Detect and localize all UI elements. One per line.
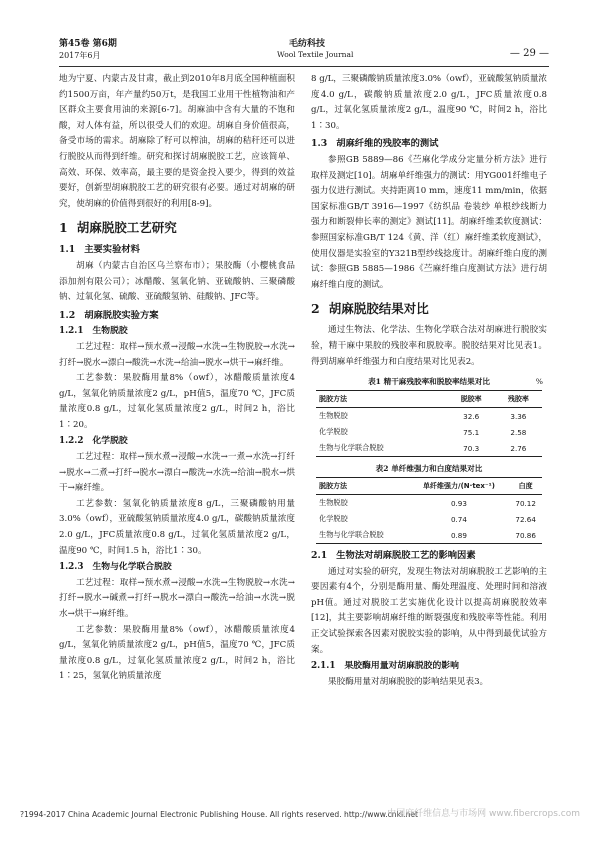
table-cell: 0.74 bbox=[450, 514, 467, 524]
section-1-heading: 1 胡麻脱胶工艺研究 bbox=[59, 220, 177, 236]
section-2-1-heading: 2.1 生物法对胡麻脱胶工艺的影响因素 bbox=[311, 550, 476, 562]
table-header-cell: 脱胶率 bbox=[460, 395, 482, 404]
journal-name-cn: 毛纺科技 bbox=[289, 39, 326, 49]
table-cell: 化学脱胶 bbox=[319, 427, 348, 437]
table-cell: 生物脱胶 bbox=[319, 498, 348, 508]
header-rule bbox=[59, 66, 549, 67]
table-row bbox=[316, 424, 542, 440]
table-header-cell: 脱胶方法 bbox=[319, 482, 347, 491]
combined-params-continued: 8 g/L，三聚磷酸钠质量浓度3.0%（owf），亚硫酸氢钠质量浓度4.0 g/L，碳酸钠质量浓度2.0 g/L，JFC质量浓度0.8 g/L，过氧化氢质量浓度2 g/L，温度90 ℃，时间2 h，浴比1∶30。 bbox=[311, 74, 547, 131]
table-1 bbox=[316, 390, 542, 457]
table-cell: 32.6 bbox=[463, 411, 480, 421]
chem-process-paragraph: 工艺过程：取样→预水煮→浸酸→水洗→一煮→水洗→打纤→脱水→二煮→打纤→脱水→漂白→酸洗→水洗→给油→脱水→烘干→麻纤维。 bbox=[59, 452, 295, 494]
table-header-row bbox=[316, 391, 542, 408]
bio-process-paragraph: 工艺过程：取样→预水煮→浸酸→水洗→生物脱胶→水洗→打纤→脱水→漂白→酸洗→水洗→给油→脱水→烘干→麻纤维。 bbox=[59, 341, 295, 368]
table-header-cell: 脱胶方法 bbox=[319, 395, 347, 404]
table-header-cell: 残胶率 bbox=[507, 395, 529, 404]
materials-paragraph: 胡麻（内蒙古自治区乌兰察布市）；果胶酶（小樱桃食品添加剂有限公司）；冰醋酸、氢氧化钠、亚硫酸钠、三聚磷酸钠、过氧化氢、硫酸、亚硫酸氢钠、硅酸钠、JFC等。 bbox=[59, 260, 295, 303]
combined-params-paragraph: 工艺参数：果胶酶用量8%（owf），冰醋酸质量浓度4 g/L，氢氧化钠质量浓度2 g/L，pH值5，温度70 ℃，JFC质量浓度0.8 g/L，过氧化氢质量浓度2 g/L，时间2 h，浴比1∶25，氢氧化钠质量浓度 bbox=[59, 624, 295, 682]
enzyme-dosage-paragraph: 果胶酶用量对胡麻脱胶的影响结果见表3。 bbox=[328, 676, 489, 687]
page-header bbox=[59, 36, 549, 66]
table-row bbox=[316, 511, 542, 527]
table-header-row bbox=[316, 478, 542, 495]
table-cell: 生物脱胶 bbox=[319, 411, 348, 421]
table-cell: 70.86 bbox=[515, 530, 536, 540]
section-2-1-1-heading: 2.1.1 果胶酶用量对胡麻脱胶的影响 bbox=[311, 661, 459, 672]
table-header-cell: 白度 bbox=[518, 482, 533, 491]
issue-date: 2017年6月 bbox=[59, 51, 101, 60]
section-1-2-2-heading: 1.2.2 化学脱胶 bbox=[59, 436, 128, 447]
table-cell: 生物与化学联合脱胶 bbox=[319, 530, 384, 540]
table-row bbox=[316, 495, 542, 512]
table-cell: 2.76 bbox=[510, 443, 527, 453]
table-cell: 化学脱胶 bbox=[319, 514, 348, 524]
volume-issue: 第45卷 第6期 bbox=[59, 39, 117, 49]
section-1-2-3-heading: 1.2.3 生物与化学联合脱胶 bbox=[59, 562, 172, 573]
right-column bbox=[311, 72, 547, 782]
table-2-caption: 表2 单纤维强力和白度结果对比 bbox=[375, 464, 483, 474]
results-paragraph: 通过生物法、化学法、生物化学联合法对胡麻进行脱胶实验，精干麻中果胶的残胶率和脱胶率。脱胶结果对比见表1。得到胡麻单纤维强力和白度结果对比见表2。 bbox=[311, 325, 547, 367]
table-cell: 0.89 bbox=[450, 530, 467, 540]
table-cell: 3.36 bbox=[510, 411, 527, 421]
table-cell: 0.93 bbox=[450, 498, 467, 508]
section-2-heading: 2 胡麻脱胶结果对比 bbox=[311, 301, 429, 317]
table-1-unit: % bbox=[535, 377, 543, 387]
page-footer bbox=[20, 810, 580, 819]
chem-params-paragraph: 工艺参数：氢氧化钠质量浓度8 g/L，三聚磷酸钠用量3.0%（owf），亚硫酸氢钠质量浓度4.0 g/L，碳酸钠质量浓度2.0 g/L，JFC质量浓度0.8 g/L，过氧化氢质量浓度2 g/L，温度90 ℃，时间1.5 h，浴比1∶30。 bbox=[59, 498, 295, 556]
table-cell: 生物与化学联合脱胶 bbox=[319, 443, 384, 453]
table-cell: 75.1 bbox=[463, 427, 480, 437]
factors-paragraph: 通过对实验的研究，发现生物法对胡麻脱胶工艺影响的主要因素有4个，分别是酶用量、酶处理温度、处理时间和溶液pH值。通过对脱胶工艺实施优化设计以提高胡麻脱胶效率[12]，其主要影响胡麻纤维的断裂强度和残胶率等性能。利用正交试验探索各因素对脱胶实验的影响，从中得到最优试验方案。 bbox=[311, 566, 547, 655]
table-row bbox=[316, 440, 542, 457]
section-1-3-heading: 1.3 胡麻纤维的残胶率的测试 bbox=[311, 138, 439, 150]
section-1-1-heading: 1.1 主要实验材料 bbox=[59, 244, 140, 256]
journal-name-en: Wool Textile Journal bbox=[277, 50, 354, 59]
table-1-caption: 表1 精干麻残胶率和脱胶率结果对比 % bbox=[368, 377, 543, 387]
copyright-notice: ?1994-2017 China Academic Journal Electronic Publishing House. All rights reserved. http://www.cnki.net bbox=[20, 810, 419, 819]
section-1-2-1-heading: 1.2.1 生物脱胶 bbox=[59, 326, 128, 337]
bio-params-paragraph: 工艺参数：果胶酶用量8%（owf），冰醋酸质量浓度4 g/L，氢氧化钠质量浓度2 g/L，pH值5，温度70 ℃，JFC质量浓度0.8 g/L，过氧化氢质量浓度2 g/L，时间2 h，浴比1∶20。 bbox=[59, 373, 295, 430]
table-cell: 2.58 bbox=[510, 427, 527, 437]
section-1-2-heading: 1.2 胡麻脱胶实验方案 bbox=[59, 309, 159, 321]
intro-paragraph: 地为宁夏、内蒙古及甘肃，截止到2010年8月底全国种植面积约1500万亩，年产量约50万t，是我国工业用干性植物油和产区群众主要食用油的来源[6-7]。胡麻油中含有大量的不饱和酸，对人体有益，所以很受人们的欢迎。胡麻自身价值很高，备受市场的需求。胡麻除了籽可以榨油，胡麻的秸秆还可以进行脱胶从而得到纤维。研究和探讨胡麻脱胶工艺，应该简单、高效、环保、效率高，最主要的是资金投入要少，得到的效益要好，创新型胡麻脱胶工艺的研究很有必要。通过对胡麻的研究，使胡麻的价值得到很好的利用[8-9]。 bbox=[59, 74, 295, 209]
watermark-text: 中国麻纤维信息与市场网 www.fibercrops.com bbox=[387, 809, 580, 819]
table-2 bbox=[316, 477, 542, 544]
combined-process-paragraph: 工艺过程：取样→预水煮→浸酸→水洗→生物脱胶→水洗→打纤→脱水→碱煮→打纤→脱水→漂白→酸洗→给油→水洗→脱水→烘干→麻纤维。 bbox=[59, 577, 295, 619]
page-number: — 29 — bbox=[509, 48, 549, 59]
table-cell: 70.3 bbox=[463, 443, 480, 453]
table-row bbox=[316, 527, 542, 544]
table-header-cell: 单纤维强力/(N·tex⁻¹) bbox=[423, 482, 495, 491]
table-row bbox=[316, 408, 542, 425]
left-column bbox=[59, 72, 295, 782]
table-cell: 70.12 bbox=[515, 498, 536, 508]
table-cell: 72.64 bbox=[515, 514, 536, 524]
testing-paragraph: 参照GB 5889—86《苎麻化学成分定量分析方法》进行取样及测定[10]。胡麻单纤维强力的测试：用YG001纤维电子强力仪进行测试。夹持距离10 mm，速度11 mm/min，依据国家标准GB/T 3916—1997《纺织品 卷装纱 单根纱线断力强力和断裂伸长率的测定》测试[11]。胡麻纤维柔软度测试：参照国家标准GB/T 124《黄、洋（红）麻纤维柔软度测试》，使用仪器是实验室的Y321B型纱线捻度计。胡麻纤维白度的测试：参照GB 5885—1986《苎麻纤维白度测试方法》进行胡麻纤维白度的测试。 bbox=[311, 154, 547, 290]
